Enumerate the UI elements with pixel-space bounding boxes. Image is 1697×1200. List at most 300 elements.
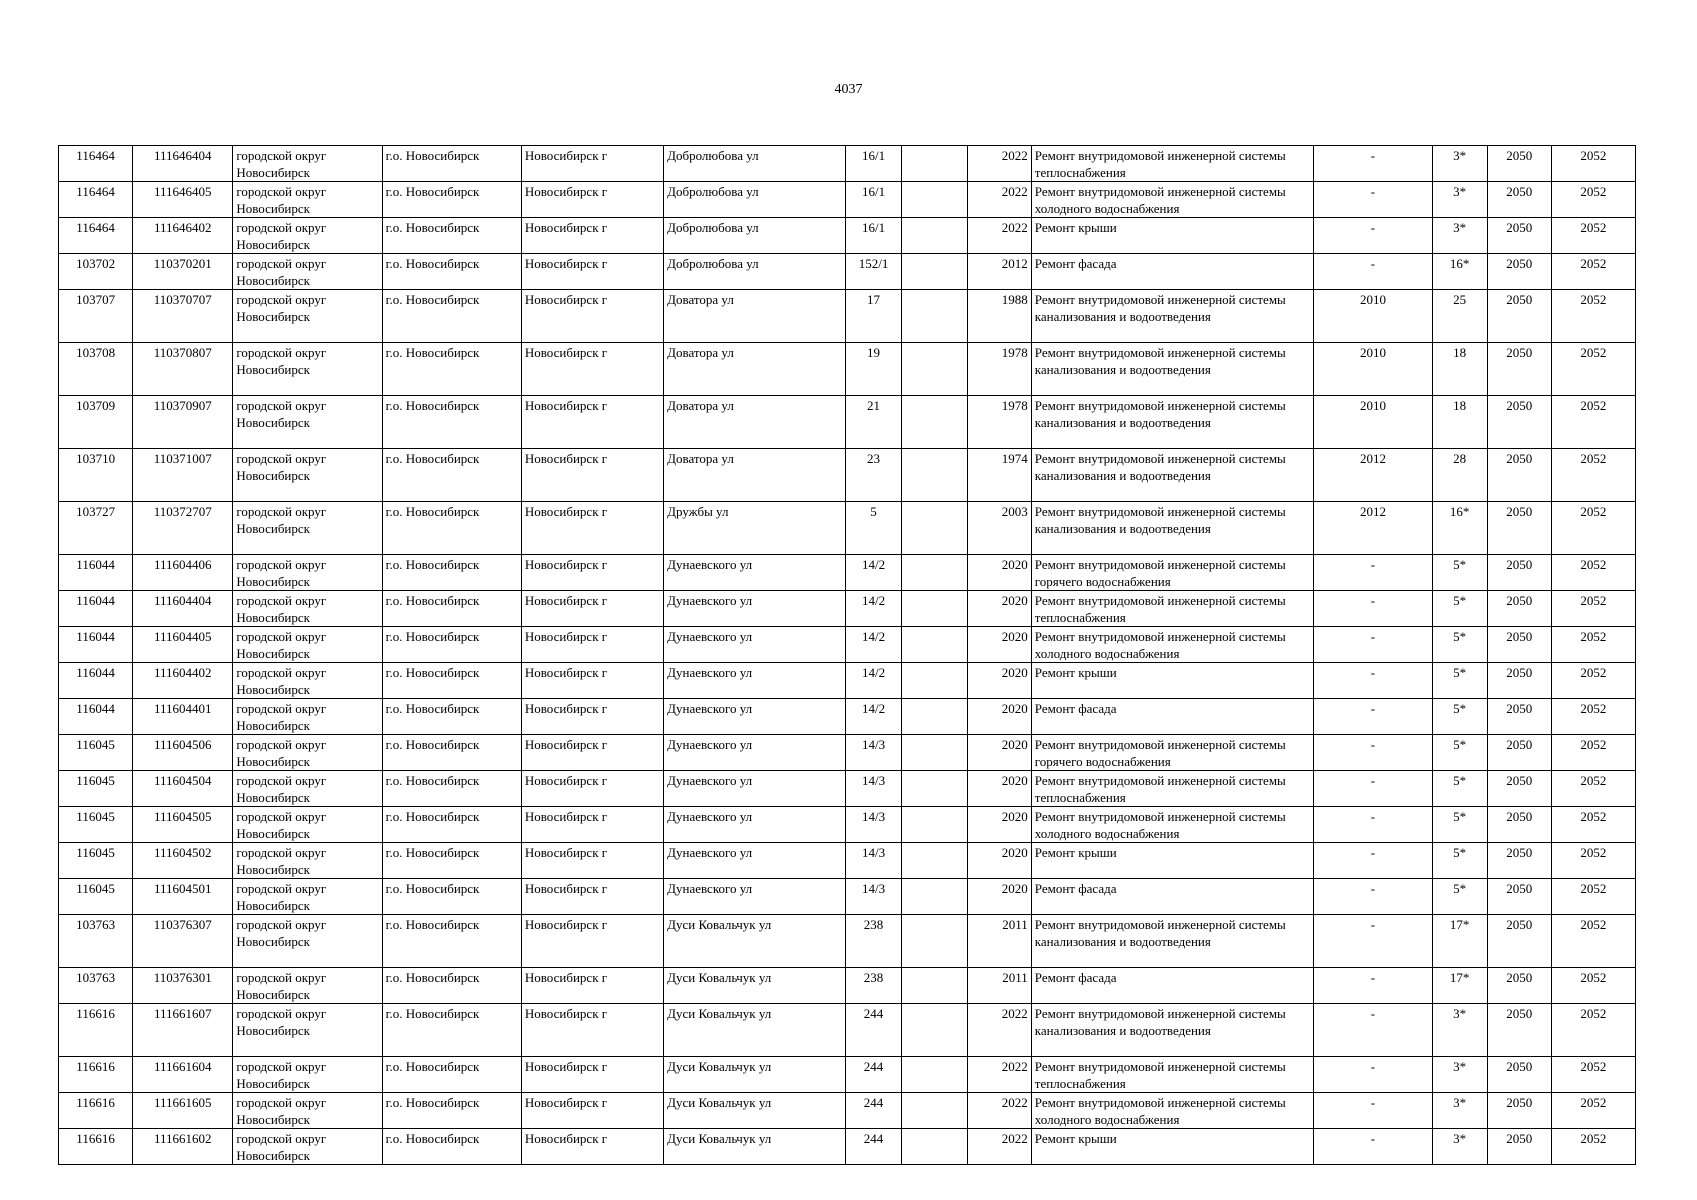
cell-street: Дунаевского ул: [664, 879, 846, 915]
cell-element-id: 111661604: [133, 1057, 233, 1093]
cell-street: Дунаевского ул: [664, 735, 846, 771]
cell-city: Новосибирск г: [521, 290, 663, 343]
cell-house-number: 238: [846, 968, 901, 1004]
cell-settlement: г.о. Новосибирск: [382, 218, 521, 254]
cell-house-id: 116044: [59, 627, 133, 663]
cell-city: Новосибирск г: [521, 218, 663, 254]
cell-last-repair-year: 2010: [1314, 290, 1432, 343]
cell-build-year: 2020: [967, 591, 1031, 627]
cell-settlement: г.о. Новосибирск: [382, 968, 521, 1004]
cell-settlement: г.о. Новосибирск: [382, 290, 521, 343]
cell-city: Новосибирск г: [521, 254, 663, 290]
table-row: [59, 1129, 1636, 1165]
cell-last-repair-year: -: [1314, 555, 1432, 591]
cell-house-number: 14/2: [846, 663, 901, 699]
cell-work-type: Ремонт фасада: [1031, 254, 1314, 290]
cell-plan-start-year: 2050: [1487, 807, 1551, 843]
table-row: [59, 218, 1636, 254]
cell-plan-start-year: 2050: [1487, 555, 1551, 591]
cell-house-number: 244: [846, 1057, 901, 1093]
cell-house-number: 19: [846, 343, 901, 396]
cell-last-repair-year: -: [1314, 218, 1432, 254]
cell-plan-end-year: 2052: [1551, 182, 1635, 218]
cell-build-year: 2011: [967, 968, 1031, 1004]
table-row: [59, 290, 1636, 343]
cell-house-id: 116464: [59, 218, 133, 254]
cell-work-type: Ремонт внутридомовой инженерной системы теплоснабжения: [1031, 591, 1314, 627]
cell-service-years: 5*: [1432, 555, 1487, 591]
cell-plan-start-year: 2050: [1487, 254, 1551, 290]
table-row: [59, 449, 1636, 502]
cell-street: Доватора ул: [664, 449, 846, 502]
cell-house-id: 116616: [59, 1129, 133, 1165]
cell-house-number: 14/2: [846, 555, 901, 591]
cell-empty: [901, 915, 967, 968]
cell-plan-start-year: 2050: [1487, 915, 1551, 968]
cell-settlement: г.о. Новосибирск: [382, 627, 521, 663]
cell-build-year: 2022: [967, 1093, 1031, 1129]
cell-municipality: городской округ Новосибирск: [233, 879, 382, 915]
cell-street: Дунаевского ул: [664, 555, 846, 591]
cell-last-repair-year: 2012: [1314, 449, 1432, 502]
cell-plan-start-year: 2050: [1487, 396, 1551, 449]
cell-element-id: 110376301: [133, 968, 233, 1004]
cell-municipality: городской округ Новосибирск: [233, 449, 382, 502]
cell-street: Дружбы ул: [664, 502, 846, 555]
registry-table: [58, 145, 1636, 1165]
cell-element-id: 111604506: [133, 735, 233, 771]
cell-plan-end-year: 2052: [1551, 290, 1635, 343]
cell-house-id: 103763: [59, 915, 133, 968]
cell-service-years: 3*: [1432, 218, 1487, 254]
cell-work-type: Ремонт фасада: [1031, 699, 1314, 735]
cell-build-year: 2022: [967, 146, 1031, 182]
cell-build-year: 1988: [967, 290, 1031, 343]
cell-empty: [901, 502, 967, 555]
cell-city: Новосибирск г: [521, 449, 663, 502]
cell-plan-end-year: 2052: [1551, 735, 1635, 771]
cell-last-repair-year: -: [1314, 807, 1432, 843]
cell-build-year: 2022: [967, 182, 1031, 218]
cell-house-id: 103763: [59, 968, 133, 1004]
cell-empty: [901, 735, 967, 771]
cell-plan-end-year: 2052: [1551, 343, 1635, 396]
cell-build-year: 2020: [967, 807, 1031, 843]
cell-house-id: 103710: [59, 449, 133, 502]
cell-house-id: 116616: [59, 1093, 133, 1129]
cell-work-type: Ремонт внутридомовой инженерной системы канализования и водоотведения: [1031, 290, 1314, 343]
cell-empty: [901, 449, 967, 502]
cell-build-year: 2020: [967, 627, 1031, 663]
cell-plan-start-year: 2050: [1487, 146, 1551, 182]
cell-element-id: 110370807: [133, 343, 233, 396]
cell-street: Доватора ул: [664, 343, 846, 396]
cell-service-years: 3*: [1432, 1004, 1487, 1057]
cell-build-year: 2022: [967, 218, 1031, 254]
cell-element-id: 111604504: [133, 771, 233, 807]
cell-work-type: Ремонт крыши: [1031, 218, 1314, 254]
cell-settlement: г.о. Новосибирск: [382, 1004, 521, 1057]
cell-plan-start-year: 2050: [1487, 449, 1551, 502]
cell-empty: [901, 591, 967, 627]
cell-municipality: городской округ Новосибирск: [233, 290, 382, 343]
cell-last-repair-year: -: [1314, 968, 1432, 1004]
cell-build-year: 2020: [967, 699, 1031, 735]
cell-settlement: г.о. Новосибирск: [382, 1093, 521, 1129]
cell-plan-start-year: 2050: [1487, 1004, 1551, 1057]
cell-city: Новосибирск г: [521, 843, 663, 879]
cell-street: Дунаевского ул: [664, 663, 846, 699]
cell-house-number: 14/2: [846, 699, 901, 735]
cell-service-years: 5*: [1432, 699, 1487, 735]
cell-house-id: 116464: [59, 182, 133, 218]
cell-last-repair-year: 2010: [1314, 396, 1432, 449]
cell-house-number: 244: [846, 1093, 901, 1129]
table-row: [59, 915, 1636, 968]
table-row: [59, 735, 1636, 771]
cell-empty: [901, 254, 967, 290]
cell-last-repair-year: -: [1314, 1093, 1432, 1129]
cell-house-id: 116044: [59, 699, 133, 735]
table-row: [59, 699, 1636, 735]
cell-plan-start-year: 2050: [1487, 771, 1551, 807]
cell-last-repair-year: -: [1314, 146, 1432, 182]
cell-house-id: 103708: [59, 343, 133, 396]
cell-street: Дунаевского ул: [664, 699, 846, 735]
cell-house-number: 244: [846, 1129, 901, 1165]
cell-house-number: 238: [846, 915, 901, 968]
cell-empty: [901, 663, 967, 699]
cell-city: Новосибирск г: [521, 627, 663, 663]
cell-municipality: городской округ Новосибирск: [233, 502, 382, 555]
cell-municipality: городской округ Новосибирск: [233, 218, 382, 254]
cell-municipality: городской округ Новосибирск: [233, 182, 382, 218]
cell-plan-end-year: 2052: [1551, 843, 1635, 879]
cell-street: Дуси Ковальчук ул: [664, 1004, 846, 1057]
cell-element-id: 111604401: [133, 699, 233, 735]
cell-element-id: 111604406: [133, 555, 233, 591]
cell-plan-end-year: 2052: [1551, 396, 1635, 449]
cell-plan-end-year: 2052: [1551, 591, 1635, 627]
cell-settlement: г.о. Новосибирск: [382, 699, 521, 735]
cell-city: Новосибирск г: [521, 182, 663, 218]
cell-element-id: 111604501: [133, 879, 233, 915]
cell-plan-start-year: 2050: [1487, 591, 1551, 627]
cell-house-id: 116464: [59, 146, 133, 182]
cell-service-years: 5*: [1432, 627, 1487, 663]
cell-empty: [901, 146, 967, 182]
cell-municipality: городской округ Новосибирск: [233, 254, 382, 290]
cell-work-type: Ремонт внутридомовой инженерной системы холодного водоснабжения: [1031, 627, 1314, 663]
cell-build-year: 2020: [967, 735, 1031, 771]
table-row: [59, 396, 1636, 449]
cell-plan-end-year: 2052: [1551, 879, 1635, 915]
cell-house-number: 14/3: [846, 771, 901, 807]
cell-house-number: 14/3: [846, 807, 901, 843]
cell-municipality: городской округ Новосибирск: [233, 1057, 382, 1093]
cell-build-year: 2011: [967, 915, 1031, 968]
cell-house-id: 103709: [59, 396, 133, 449]
cell-element-id: 111604402: [133, 663, 233, 699]
cell-build-year: 2022: [967, 1129, 1031, 1165]
cell-street: Дунаевского ул: [664, 843, 846, 879]
cell-municipality: городской округ Новосибирск: [233, 627, 382, 663]
cell-house-number: 16/1: [846, 146, 901, 182]
cell-build-year: 2022: [967, 1057, 1031, 1093]
cell-plan-end-year: 2052: [1551, 699, 1635, 735]
cell-house-number: 14/2: [846, 627, 901, 663]
cell-last-repair-year: -: [1314, 843, 1432, 879]
cell-last-repair-year: -: [1314, 254, 1432, 290]
cell-settlement: г.о. Новосибирск: [382, 1129, 521, 1165]
cell-empty: [901, 1004, 967, 1057]
page-number: 4037: [834, 82, 863, 97]
cell-element-id: 110370201: [133, 254, 233, 290]
cell-city: Новосибирск г: [521, 663, 663, 699]
table-row: [59, 771, 1636, 807]
cell-work-type: Ремонт внутридомовой инженерной системы канализования и водоотведения: [1031, 1004, 1314, 1057]
cell-municipality: городской округ Новосибирск: [233, 396, 382, 449]
table-row: [59, 1004, 1636, 1057]
cell-municipality: городской округ Новосибирск: [233, 699, 382, 735]
cell-municipality: городской округ Новосибирск: [233, 591, 382, 627]
cell-plan-end-year: 2052: [1551, 502, 1635, 555]
cell-municipality: городской округ Новосибирск: [233, 915, 382, 968]
cell-house-number: 16/1: [846, 182, 901, 218]
cell-empty: [901, 627, 967, 663]
cell-settlement: г.о. Новосибирск: [382, 555, 521, 591]
cell-municipality: городской округ Новосибирск: [233, 1004, 382, 1057]
cell-plan-end-year: 2052: [1551, 1057, 1635, 1093]
cell-city: Новосибирск г: [521, 555, 663, 591]
cell-service-years: 5*: [1432, 771, 1487, 807]
cell-city: Новосибирск г: [521, 915, 663, 968]
cell-work-type: Ремонт внутридомовой инженерной системы холодного водоснабжения: [1031, 1093, 1314, 1129]
cell-element-id: 111646402: [133, 218, 233, 254]
cell-house-id: 116045: [59, 879, 133, 915]
cell-settlement: г.о. Новосибирск: [382, 449, 521, 502]
cell-plan-start-year: 2050: [1487, 627, 1551, 663]
cell-municipality: городской округ Новосибирск: [233, 555, 382, 591]
cell-city: Новосибирск г: [521, 146, 663, 182]
cell-street: Дунаевского ул: [664, 807, 846, 843]
cell-plan-end-year: 2052: [1551, 1129, 1635, 1165]
cell-plan-start-year: 2050: [1487, 1129, 1551, 1165]
table-row: [59, 555, 1636, 591]
cell-service-years: 17*: [1432, 915, 1487, 968]
cell-last-repair-year: -: [1314, 1004, 1432, 1057]
cell-municipality: городской округ Новосибирск: [233, 146, 382, 182]
cell-empty: [901, 343, 967, 396]
cell-empty: [901, 807, 967, 843]
cell-street: Доватора ул: [664, 290, 846, 343]
cell-work-type: Ремонт внутридомовой инженерной системы теплоснабжения: [1031, 146, 1314, 182]
cell-last-repair-year: -: [1314, 735, 1432, 771]
cell-house-number: 14/2: [846, 591, 901, 627]
cell-house-id: 116044: [59, 591, 133, 627]
cell-house-number: 17: [846, 290, 901, 343]
cell-service-years: 3*: [1432, 146, 1487, 182]
cell-empty: [901, 290, 967, 343]
cell-element-id: 110371007: [133, 449, 233, 502]
cell-empty: [901, 968, 967, 1004]
cell-settlement: г.о. Новосибирск: [382, 807, 521, 843]
cell-element-id: 110370907: [133, 396, 233, 449]
cell-element-id: 111604505: [133, 807, 233, 843]
cell-municipality: городской округ Новосибирск: [233, 1093, 382, 1129]
cell-work-type: Ремонт внутридомовой инженерной системы холодного водоснабжения: [1031, 182, 1314, 218]
cell-element-id: 110376307: [133, 915, 233, 968]
cell-municipality: городской округ Новосибирск: [233, 1129, 382, 1165]
cell-plan-end-year: 2052: [1551, 807, 1635, 843]
cell-service-years: 17*: [1432, 968, 1487, 1004]
cell-settlement: г.о. Новосибирск: [382, 879, 521, 915]
cell-last-repair-year: -: [1314, 1057, 1432, 1093]
cell-last-repair-year: -: [1314, 771, 1432, 807]
cell-build-year: 2003: [967, 502, 1031, 555]
cell-plan-end-year: 2052: [1551, 1093, 1635, 1129]
cell-service-years: 5*: [1432, 663, 1487, 699]
cell-street: Дуси Ковальчук ул: [664, 915, 846, 968]
table-row: [59, 343, 1636, 396]
cell-plan-start-year: 2050: [1487, 699, 1551, 735]
cell-house-id: 116045: [59, 735, 133, 771]
cell-municipality: городской округ Новосибирск: [233, 807, 382, 843]
cell-house-id: 103702: [59, 254, 133, 290]
cell-plan-end-year: 2052: [1551, 218, 1635, 254]
cell-plan-end-year: 2052: [1551, 771, 1635, 807]
table-row: [59, 591, 1636, 627]
cell-city: Новосибирск г: [521, 879, 663, 915]
cell-work-type: Ремонт внутридомовой инженерной системы горячего водоснабжения: [1031, 555, 1314, 591]
table-row: [59, 968, 1636, 1004]
cell-element-id: 111604502: [133, 843, 233, 879]
cell-plan-start-year: 2050: [1487, 663, 1551, 699]
cell-city: Новосибирск г: [521, 1129, 663, 1165]
cell-settlement: г.о. Новосибирск: [382, 502, 521, 555]
cell-house-number: 14/3: [846, 879, 901, 915]
cell-work-type: Ремонт внутридомовой инженерной системы горячего водоснабжения: [1031, 735, 1314, 771]
cell-service-years: 3*: [1432, 1129, 1487, 1165]
cell-empty: [901, 879, 967, 915]
cell-service-years: 5*: [1432, 735, 1487, 771]
cell-work-type: Ремонт крыши: [1031, 843, 1314, 879]
cell-city: Новосибирск г: [521, 1093, 663, 1129]
cell-street: Дуси Ковальчук ул: [664, 1057, 846, 1093]
cell-work-type: Ремонт крыши: [1031, 663, 1314, 699]
cell-last-repair-year: -: [1314, 663, 1432, 699]
cell-last-repair-year: 2010: [1314, 343, 1432, 396]
cell-house-id: 103707: [59, 290, 133, 343]
cell-street: Доватора ул: [664, 396, 846, 449]
cell-plan-end-year: 2052: [1551, 449, 1635, 502]
table-row: [59, 1093, 1636, 1129]
cell-house-id: 116045: [59, 807, 133, 843]
cell-house-id: 116044: [59, 663, 133, 699]
cell-work-type: Ремонт внутридомовой инженерной системы канализования и водоотведения: [1031, 502, 1314, 555]
cell-settlement: г.о. Новосибирск: [382, 1057, 521, 1093]
cell-settlement: г.о. Новосибирск: [382, 343, 521, 396]
table-row: [59, 879, 1636, 915]
cell-house-number: 244: [846, 1004, 901, 1057]
cell-last-repair-year: -: [1314, 699, 1432, 735]
cell-build-year: 2022: [967, 1004, 1031, 1057]
cell-plan-start-year: 2050: [1487, 735, 1551, 771]
table-row: [59, 843, 1636, 879]
cell-street: Дунаевского ул: [664, 771, 846, 807]
table-row: [59, 254, 1636, 290]
cell-work-type: Ремонт внутридомовой инженерной системы канализования и водоотведения: [1031, 343, 1314, 396]
cell-empty: [901, 396, 967, 449]
cell-city: Новосибирск г: [521, 1057, 663, 1093]
cell-house-number: 23: [846, 449, 901, 502]
cell-last-repair-year: -: [1314, 915, 1432, 968]
cell-service-years: 3*: [1432, 1057, 1487, 1093]
cell-build-year: 2020: [967, 663, 1031, 699]
cell-city: Новосибирск г: [521, 1004, 663, 1057]
cell-settlement: г.о. Новосибирск: [382, 254, 521, 290]
cell-work-type: Ремонт внутридомовой инженерной системы канализования и водоотведения: [1031, 915, 1314, 968]
cell-house-number: 152/1: [846, 254, 901, 290]
cell-service-years: 16*: [1432, 502, 1487, 555]
cell-element-id: 111661602: [133, 1129, 233, 1165]
cell-service-years: 28: [1432, 449, 1487, 502]
cell-municipality: городской округ Новосибирск: [233, 843, 382, 879]
cell-street: Дуси Ковальчук ул: [664, 1129, 846, 1165]
cell-city: Новосибирск г: [521, 807, 663, 843]
cell-build-year: 2020: [967, 879, 1031, 915]
cell-house-id: 116045: [59, 843, 133, 879]
cell-plan-end-year: 2052: [1551, 915, 1635, 968]
cell-work-type: Ремонт крыши: [1031, 1129, 1314, 1165]
cell-municipality: городской округ Новосибирск: [233, 735, 382, 771]
cell-empty: [901, 771, 967, 807]
cell-municipality: городской округ Новосибирск: [233, 663, 382, 699]
cell-element-id: 111646405: [133, 182, 233, 218]
cell-build-year: 1974: [967, 449, 1031, 502]
cell-plan-end-year: 2052: [1551, 968, 1635, 1004]
cell-plan-end-year: 2052: [1551, 146, 1635, 182]
cell-house-number: 16/1: [846, 218, 901, 254]
cell-plan-start-year: 2050: [1487, 290, 1551, 343]
cell-work-type: Ремонт внутридомовой инженерной системы теплоснабжения: [1031, 771, 1314, 807]
cell-street: Добролюбова ул: [664, 182, 846, 218]
cell-element-id: 111604405: [133, 627, 233, 663]
cell-build-year: 2012: [967, 254, 1031, 290]
cell-empty: [901, 182, 967, 218]
cell-plan-start-year: 2050: [1487, 182, 1551, 218]
cell-city: Новосибирск г: [521, 396, 663, 449]
cell-street: Добролюбова ул: [664, 146, 846, 182]
cell-service-years: 5*: [1432, 879, 1487, 915]
cell-element-id: 111604404: [133, 591, 233, 627]
cell-empty: [901, 1129, 967, 1165]
cell-empty: [901, 555, 967, 591]
cell-empty: [901, 218, 967, 254]
cell-house-id: 103727: [59, 502, 133, 555]
cell-work-type: Ремонт фасада: [1031, 879, 1314, 915]
cell-plan-start-year: 2050: [1487, 502, 1551, 555]
cell-last-repair-year: -: [1314, 1129, 1432, 1165]
cell-street: Дуси Ковальчук ул: [664, 1093, 846, 1129]
cell-house-id: 116045: [59, 771, 133, 807]
cell-settlement: г.о. Новосибирск: [382, 663, 521, 699]
cell-street: Добролюбова ул: [664, 218, 846, 254]
cell-settlement: г.о. Новосибирск: [382, 915, 521, 968]
cell-last-repair-year: -: [1314, 879, 1432, 915]
cell-plan-start-year: 2050: [1487, 1057, 1551, 1093]
cell-settlement: г.о. Новосибирск: [382, 146, 521, 182]
